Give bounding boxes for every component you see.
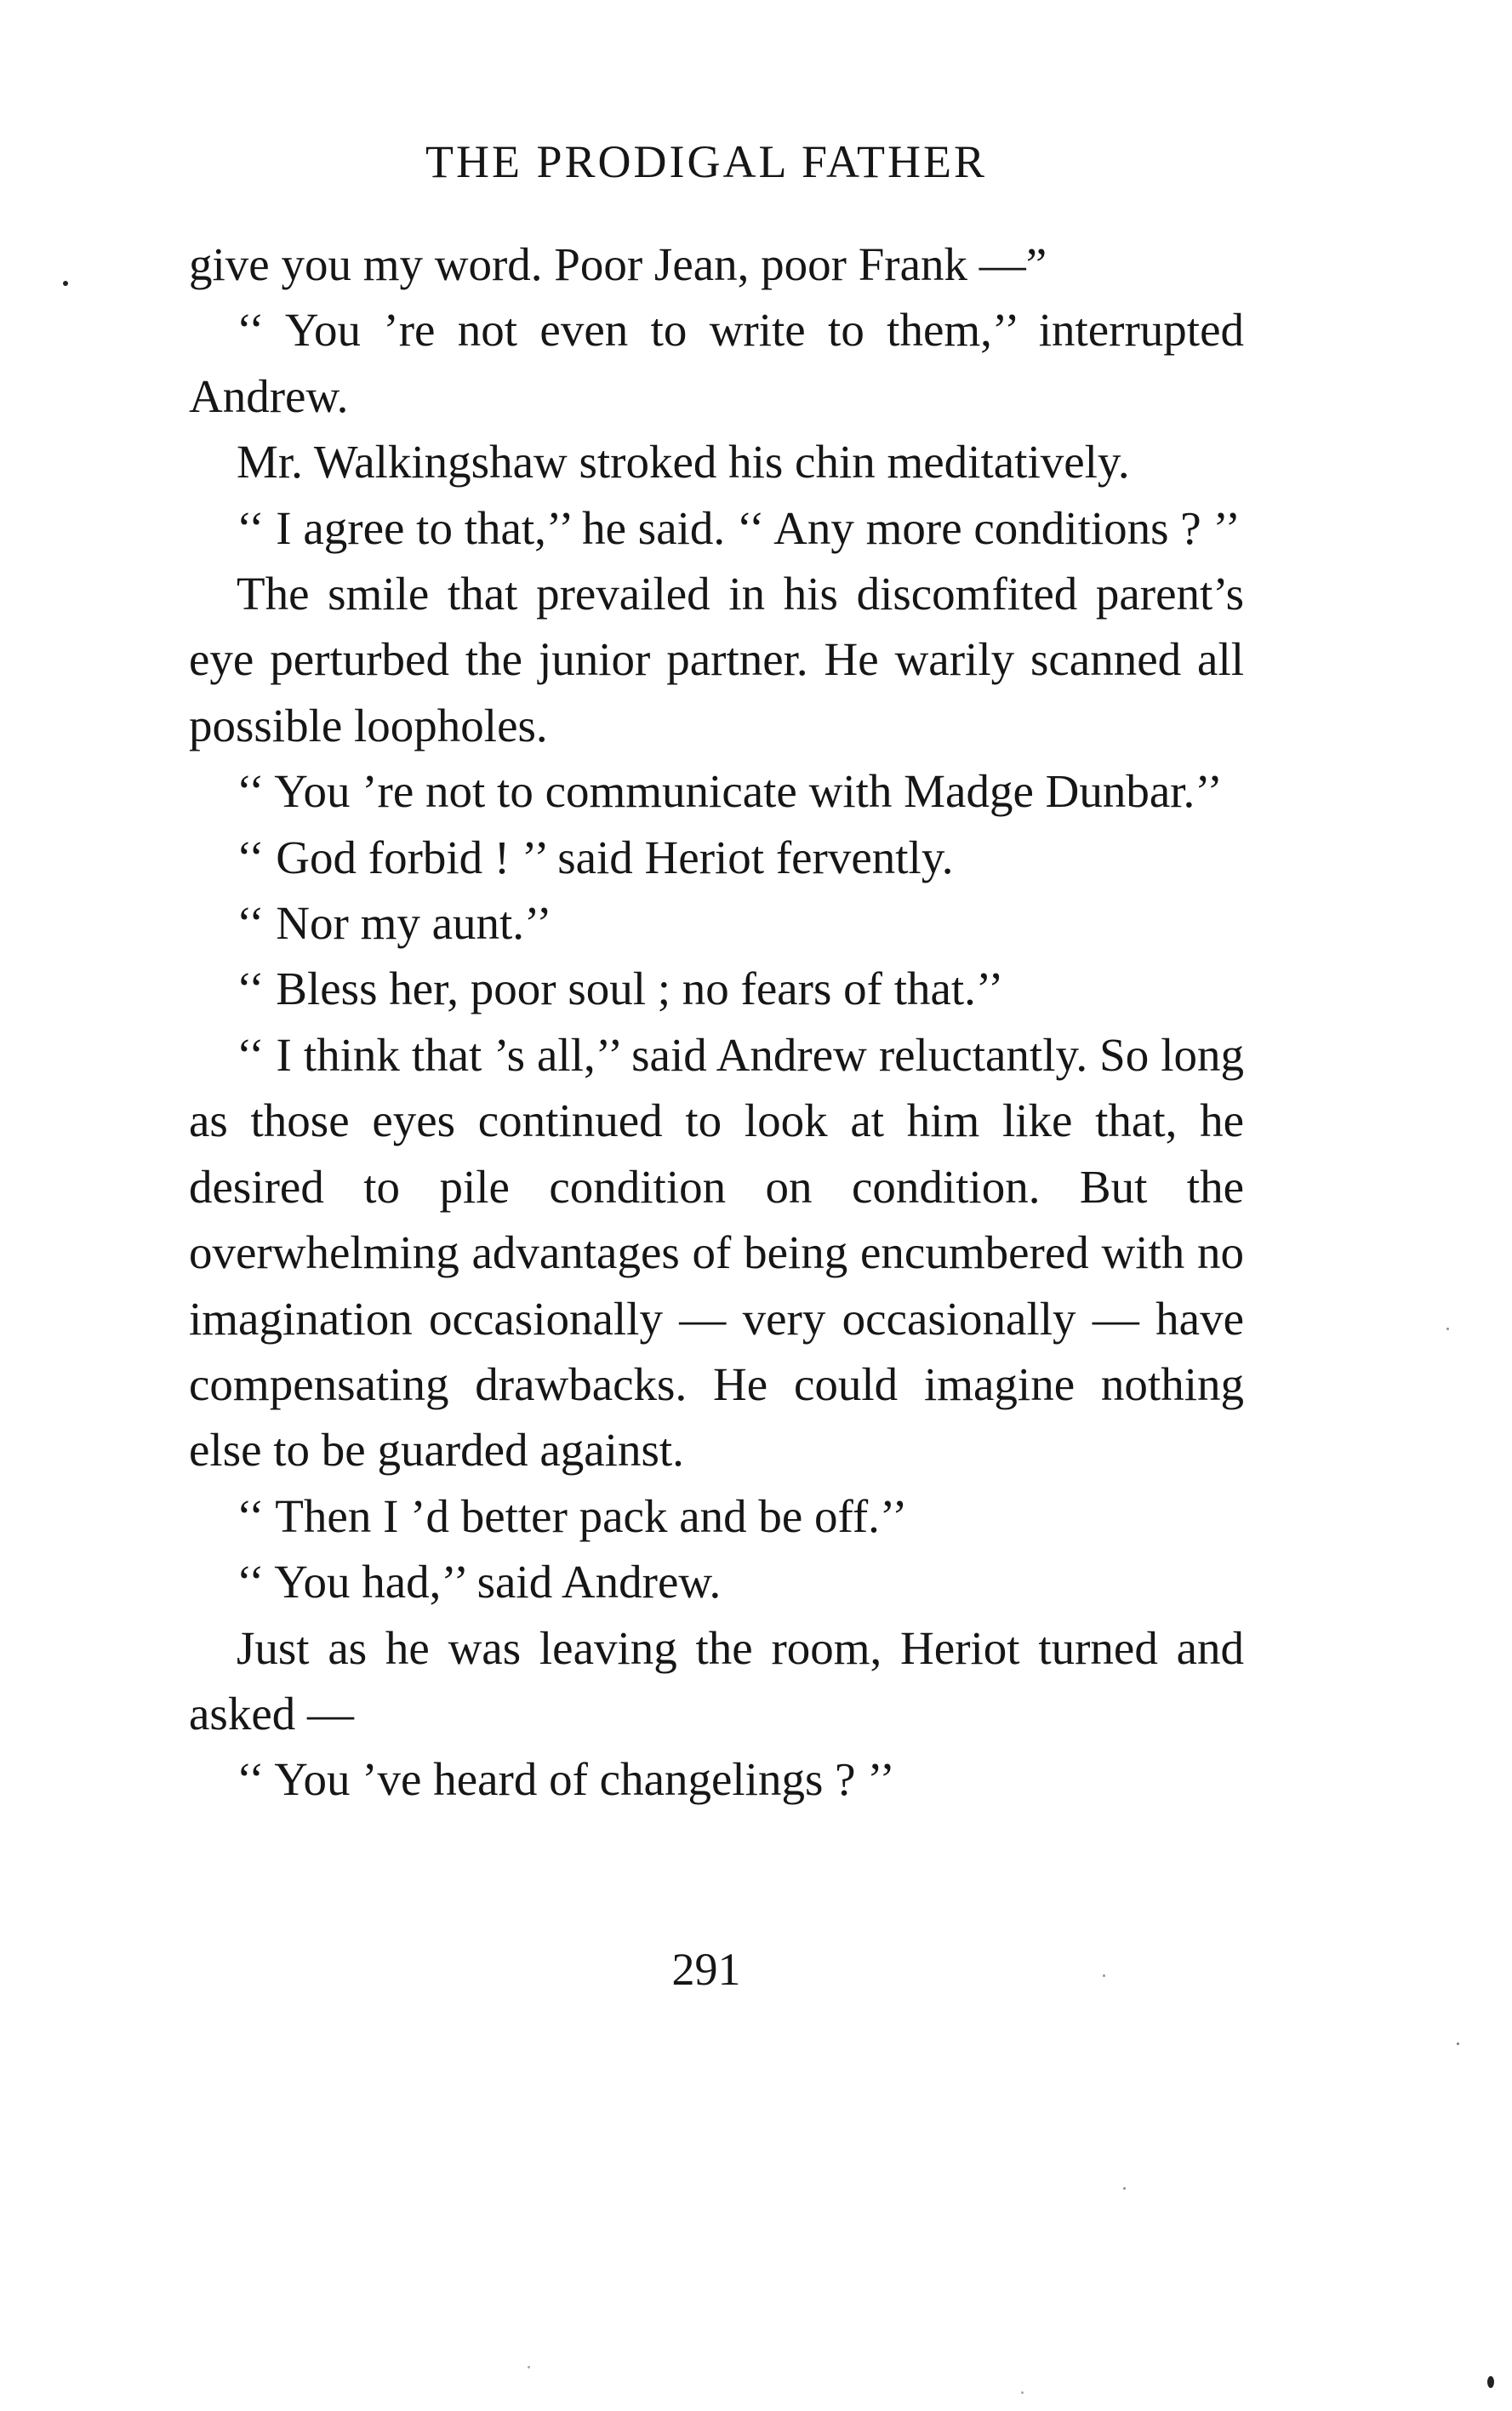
scan-speck [63, 281, 68, 286]
paragraph: Mr. Walkingshaw stroked his chin meditatively. [237, 436, 1130, 488]
scan-speck [528, 2366, 530, 2368]
paragraph-continuation: give you my word. Poor Jean, poor Frank —” [189, 238, 1047, 290]
running-head: THE PRODIGAL FATHER [425, 136, 987, 187]
paragraph: ‘‘ Nor my aunt.’’ [237, 897, 552, 950]
paragraph: ‘‘ I agree to that,’’ he said. ‘‘ Any more conditions ? ’’ [237, 501, 1241, 554]
paragraph: ‘‘ God forbid ! ’’ said Heriot fervently. [237, 831, 954, 883]
scan-speck [1021, 2391, 1024, 2394]
paragraph: ‘‘ Bless her, poor soul ; no fears of that.’’ [237, 963, 1004, 1015]
paragraph: ‘‘ You ’re not to communicate with Madge Dunbar.’’ [237, 765, 1223, 818]
scan-speck [1457, 2042, 1459, 2045]
paragraph: The smile that prevailed in his discomfited parent’s eye perturbed the junior partner. He warily scanned all possible loopholes. [189, 568, 1244, 751]
paragraph: ‘‘ You had,’’ said Andrew. [237, 1556, 722, 1608]
scan-speck [1123, 2187, 1126, 2190]
paragraph: ‘‘ I think that ’s all,’’ said Andrew reluctantly. So long as those eyes continued to look at him like that, he desired to pile condition on condition. But the overwhelming advantages of being encumbered with no imagination occasionally — very occasionally — have compensating drawbacks. He could imagine nothing else to be guarded against. [189, 1028, 1244, 1477]
paragraph: ‘‘ You ’ve heard of changelings ? ’’ [237, 1753, 895, 1806]
scan-speck [1487, 2376, 1494, 2388]
paragraph: ‘‘ Then I ’d better pack and be off.’’ [237, 1489, 908, 1542]
scan-speck [1103, 1974, 1105, 1977]
page-number: 291 [671, 1944, 741, 1995]
body-text [189, 231, 1244, 1813]
paragraph: Just as he was leaving the room, Heriot turned and asked — [189, 1621, 1244, 1740]
paragraph: ‘‘ You ’re not even to write to them,’’ interrupted Andrew. [189, 304, 1244, 422]
scan-speck [1446, 1328, 1449, 1330]
